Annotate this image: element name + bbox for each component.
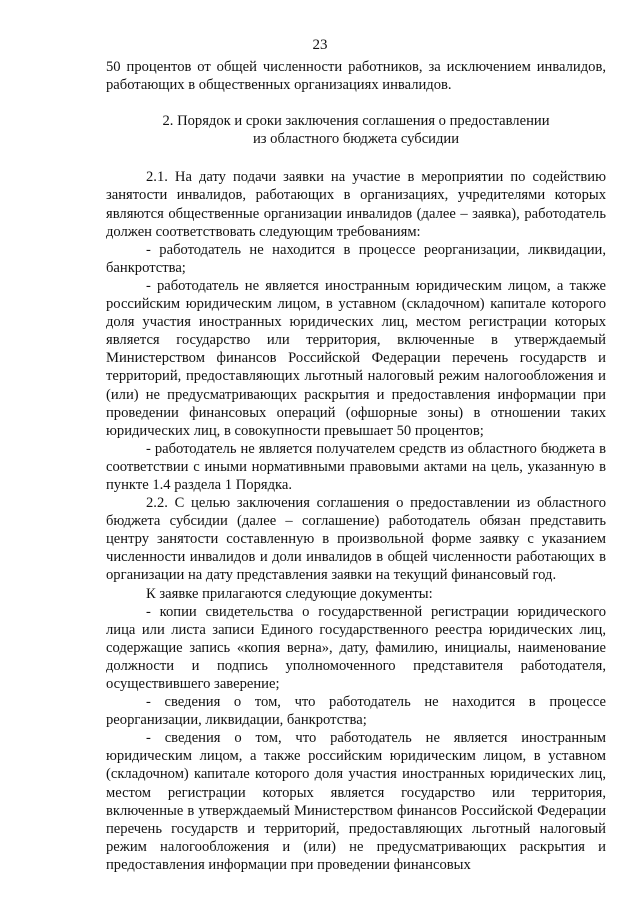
document-item: - сведения о том, что работодатель не находится в процессе реорганизации, ликвидации, банкротства; bbox=[106, 694, 606, 729]
paragraph-2-2: 2.2. С целью заключения соглашения о предоставлении из областного бюджета субсидии (далее – соглашение) работодатель обязан представить центру занятости составленную в произвольной форме заявку с указанием численности инвалидов и доли инвалидов в общей численности работающих в организации на дату представления заявки на текущий финансовый год. bbox=[106, 495, 606, 584]
requirement-item: - работодатель не является получателем средств из областного бюджета в соответствии с иными нормативными правовыми актами на цель, указанную в пункте 1.4 раздела 1 Порядка. bbox=[106, 440, 606, 493]
section-heading-line-2: из областного бюджета субсидии bbox=[252, 131, 460, 148]
document-item: - сведения о том, что работодатель не является иностранным юридическим лицом, а также российским юридическим лицом, в уставном (складочном) капитале которого доля участия иностранных юридических лиц, местом регистрации которых является государство или территория, включенные в утверждаемый Министерством финансов Российской Федерации перечень государств и территорий, предоставляющих льготный налоговый режим налогообложения и (или) не предусматривающих раскрытия и предоставления информации при проведении финансовых bbox=[106, 730, 606, 873]
document-body bbox=[106, 58, 606, 874]
paragraph-2-1: 2.1. На дату подачи заявки на участие в мероприятии по содействию занятости инвалидов, работающих в организациях, учредителями которых являются общественные организации инвалидов (далее – заявка), работодатель должен соответствовать следующим требованиям: bbox=[106, 169, 606, 240]
intro-paragraph: 50 процентов от общей численности работников, за исключением инвалидов, работающих в общественных организациях инвалидов. bbox=[106, 59, 606, 94]
document-item: - копии свидетельства о государственной регистрации юридического лица или листа записи Единого государственного реестра юридических лиц, содержащие запись «копия верна», дату, фамилию, инициалы, наименование должности и подпись уполномоченного представителя работодателя, осуществившего заверение; bbox=[106, 603, 606, 692]
section-heading bbox=[106, 112, 606, 148]
page-number: 23 bbox=[312, 37, 328, 53]
section-heading-line-1: 2. Порядок и сроки заключения соглашения о предоставлении bbox=[162, 113, 550, 130]
requirement-item: - работодатель не является иностранным юридическим лицом, а также российским юридическим лицом, в уставном (складочном) капитале которого доля участия иностранных юридических лиц, местом регистрации которых является государство или территория, включенные в утверждаемый Министерством финансов Российской Федерации перечень государств и территорий, предоставляющих льготный налоговый режим налогообложения и (или) не предусматривающих раскрытия и предоставления информации при проведении финансовых операций (офшорные зоны) в отношении таких юридических лиц, в совокупности превышает 50 процентов; bbox=[106, 277, 606, 439]
requirement-item: - работодатель не находится в процессе реорганизации, ликвидации, банкротства; bbox=[106, 241, 606, 276]
documents-intro: К заявке прилагаются следующие документы: bbox=[146, 585, 433, 602]
